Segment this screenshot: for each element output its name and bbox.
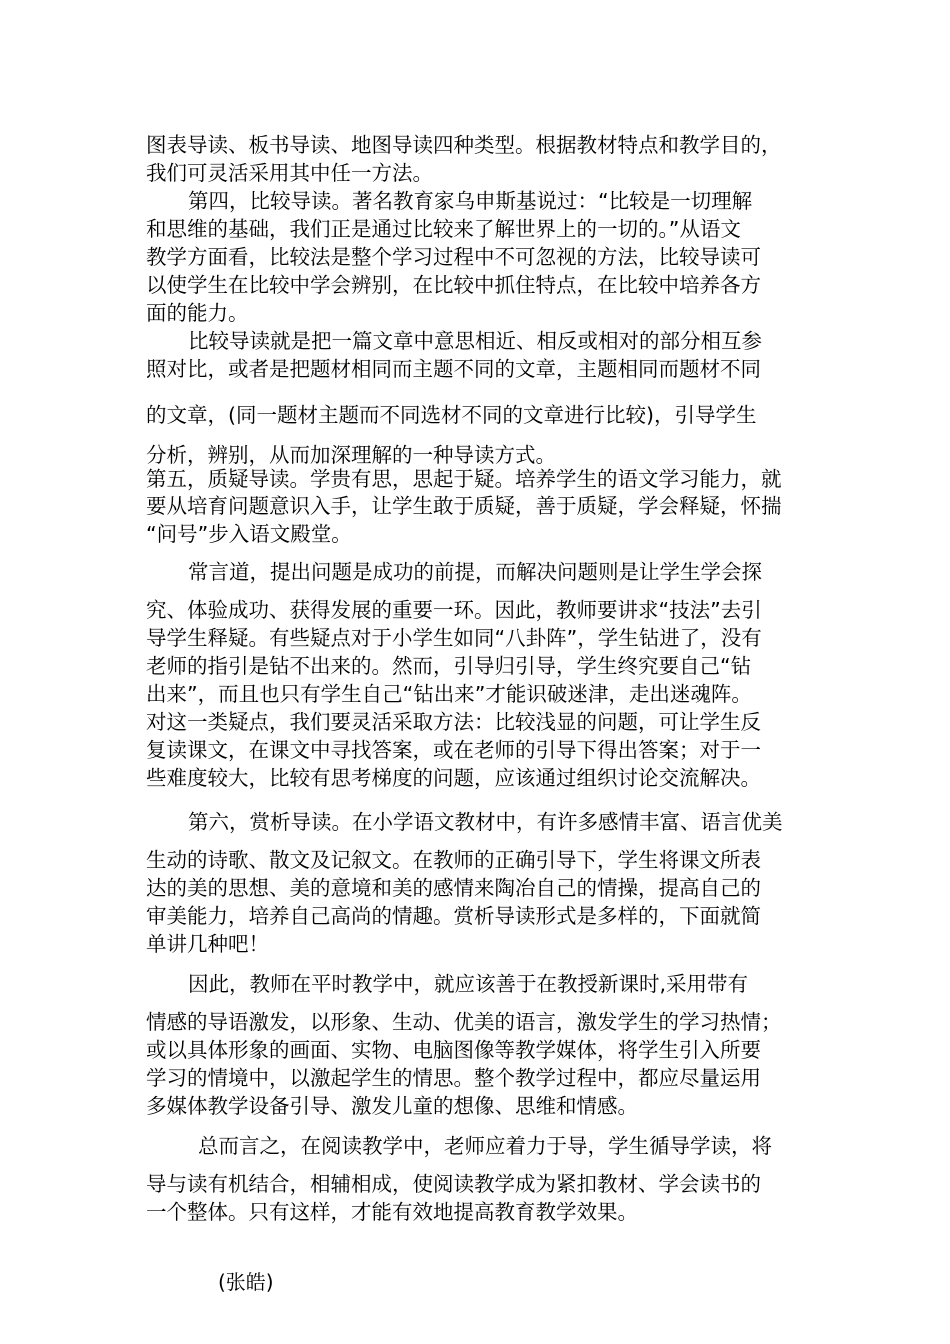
text-line-32: 多媒体教学设备引导、激发儿童的想像、思维和情感。 [146, 1094, 638, 1118]
text-line-27: 单讲几种吧！ [146, 932, 269, 956]
text-line-10: 的文章，(同一题材主题而不同选材不同的文章进行比较)，引导学生 [146, 403, 757, 427]
text-line-25: 达的美的思想、美的意境和美的感情来陶冶自己的情操，提高自己的 [146, 876, 761, 900]
text-line-20: 对这一类疑点，我们要灵活采取方法：比较浅显的问题，可让学生反 [146, 710, 761, 734]
text-line-6: 以使学生在比较中学会辨别，在比较中抓住特点，在比较中培养各方 [146, 273, 761, 297]
text-line-18: 老师的指引是钻不出来的。然而，引导归引导，学生终究要自己“钻 [146, 654, 752, 678]
text-line-34: 导与读有机结合，相辅相成，使阅读教学成为紧扣教材、学会读书的 [146, 1172, 761, 1196]
text-line-15: 常言道，提出问题是成功的前提，而解决问题则是让学生学会探 [188, 560, 762, 584]
text-line-19: 出来”，而且也只有学生自己“钻出来”才能识破迷津，走出迷魂阵。 [146, 682, 752, 706]
text-line-5: 教学方面看，比较法是整个学习过程中不可忽视的方法，比较导读可 [146, 245, 761, 269]
text-line-21: 复读课文，在课文中寻找答案，或在老师的引导下得出答案；对于一 [146, 738, 761, 762]
text-line-11: 分析，辨别，从而加深理解的一种导读方式。 [146, 443, 556, 467]
text-line-17: 导学生释疑。有些疑点对于小学生如同“八卦阵”，学生钻进了，没有 [146, 626, 762, 650]
text-line-35: 一个整体。只有这样，才能有效地提高教育教学效果。 [146, 1200, 638, 1224]
text-line-29: 情感的导语激发，以形象、生动、优美的语言，激发学生的学习热情； [146, 1010, 782, 1034]
text-line-16: 究、体验成功、获得发展的重要一环。因此，教师要讲求“技法”去引 [146, 598, 762, 622]
text-line-31: 学习的情境中，以激起学生的情思。整个教学过程中，都应尽量运用 [146, 1066, 761, 1090]
text-line-3: 第四，比较导读。著名教育家乌申斯基说过：“比较是一切理解 [188, 189, 753, 213]
text-line-24: 生动的诗歌、散文及记叙文。在教师的正确引导下，学生将课文所表 [146, 848, 761, 872]
author-signature: (张皓) [218, 1270, 274, 1294]
text-line-23: 第六，赏析导读。在小学语文教材中，有许多感情丰富、语言优美 [188, 810, 783, 834]
text-line-8: 比较导读就是把一篇文章中意思相近、相反或相对的部分相互参 [188, 329, 762, 353]
text-line-22: 些难度较大，比较有思考梯度的问题，应该通过组织讨论交流解决。 [146, 766, 761, 790]
text-line-14: “问号”步入语文殿堂。 [146, 522, 352, 546]
text-line-12: 第五，质疑导读。学贵有思，思起于疑。培养学生的语文学习能力，就 [146, 467, 782, 491]
text-line-33: 总而言之，在阅读教学中，老师应着力于导，学生循导学读，将 [198, 1134, 772, 1158]
text-line-4: 和思维的基础，我们正是通过比较来了解世界上的一切的。”从语文 [146, 217, 741, 241]
text-line-26: 审美能力，培养自己高尚的情趣。赏析导读形式是多样的，下面就简 [146, 904, 761, 928]
text-line-13: 要从培育问题意识入手，让学生敢于质疑，善于质疑，学会释疑，怀揣 [146, 494, 782, 518]
text-line-1: 图表导读、板书导读、地图导读四种类型。根据教材特点和教学目的， [146, 133, 782, 157]
text-line-9: 照对比，或者是把题材相同而主题不同的文章，主题相同而题材不同 [146, 357, 761, 381]
text-line-30: 或以具体形象的画面、实物、电脑图像等教学媒体，将学生引入所要 [146, 1038, 761, 1062]
text-line-7: 面的能力。 [146, 301, 249, 325]
text-line-28: 因此，教师在平时教学中，就应该善于在教授新课时,采用带有 [188, 972, 749, 996]
text-line-2: 我们可灵活采用其中任一方法。 [146, 161, 433, 185]
